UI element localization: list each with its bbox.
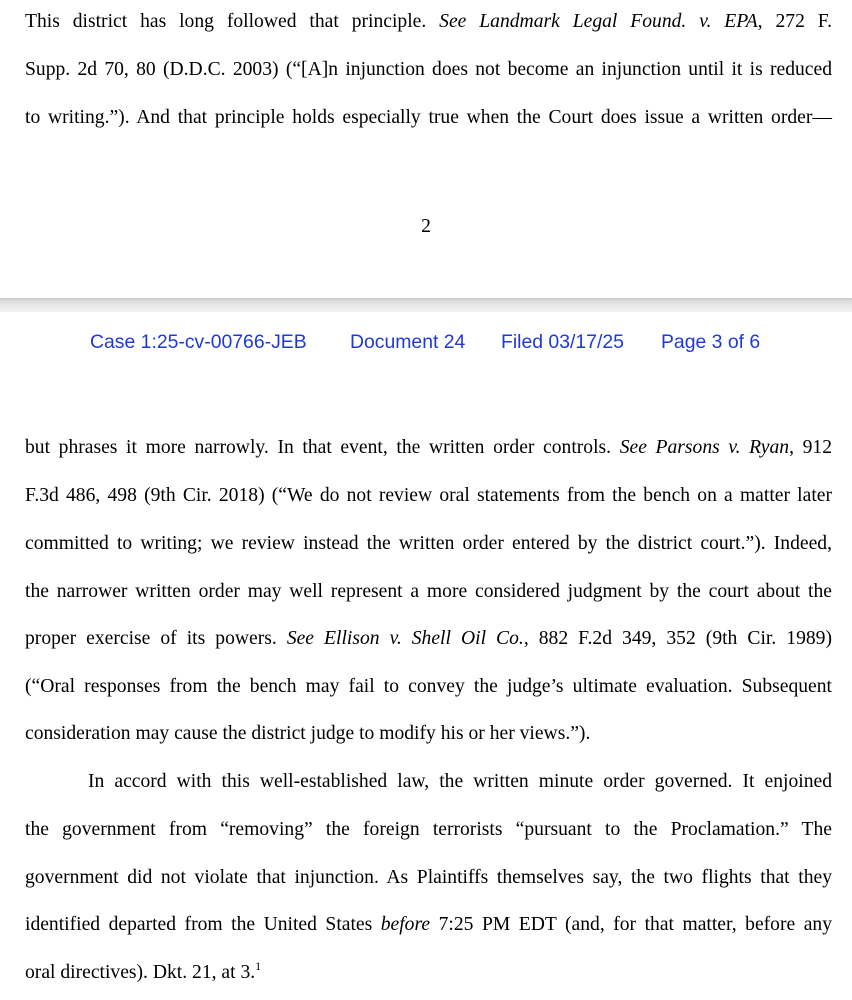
text-segment: consideration may cause the district judge to modify his or her views.”). — [25, 723, 591, 744]
text-segment: committed to writing; we review instead the written order entered by the district court.”). Indeed, — [25, 533, 832, 554]
text-segment: proper exercise of its powers. — [25, 628, 287, 649]
text-segment: oral directives). Dkt. 21, at 3. — [25, 962, 256, 983]
text-line — [25, 106, 832, 130]
text-line — [25, 818, 832, 842]
text-segment: This district has long followed that principle. — [25, 11, 440, 32]
citation-italic: See Landmark Legal Found. v. EPA — [439, 11, 758, 32]
text-segment: government did not violate that injunction. As Plaintiffs themselves say, the two flights that they — [25, 867, 832, 888]
text-segment: the government from “removing” the foreign terrorists “pursuant to the Proclamation.” The — [25, 819, 832, 840]
text-line — [25, 961, 832, 985]
citation-italic: before — [380, 914, 431, 935]
footnote-marker: 1 — [255, 959, 262, 973]
case-number: Case 1:25-cv-00766-JEB — [90, 331, 307, 353]
text-segment: , 882 F.2d 349, 352 (9th Cir. 1989) — [523, 628, 832, 649]
text-line — [25, 913, 832, 937]
text-line — [25, 722, 832, 746]
text-line — [25, 866, 832, 890]
page-count: Page 3 of 6 — [661, 331, 761, 353]
page-number: 2 — [421, 216, 431, 237]
text-segment: F.3d 486, 498 (9th Cir. 2018) (“We do not review oral statements from the bench on a matter later — [25, 485, 832, 506]
text-line — [25, 484, 832, 508]
text-line — [25, 58, 832, 82]
text-segment: to writing.”). And that principle holds especially true when the Court does issue a written order— — [25, 107, 832, 128]
previous-page — [0, 0, 852, 300]
text-line — [88, 770, 832, 794]
text-segment: Supp. 2d 70, 80 (D.D.C. 2003) (“[A]n injunction does not become an injunction until it is reduced — [25, 59, 832, 80]
citation-italic: See Ellison v. Shell Oil Co. — [286, 628, 524, 649]
text-line — [25, 675, 832, 699]
text-line — [25, 532, 832, 556]
text-segment: but phrases it more narrowly. In that event, the written order controls. — [25, 437, 620, 458]
text-segment: 7:25 PM EDT (and, for that matter, before any — [430, 914, 832, 935]
document-number: Document 24 — [350, 331, 466, 353]
filed-date: Filed 03/17/25 — [501, 331, 624, 353]
text-segment: , 272 F. — [757, 11, 833, 32]
page-divider — [0, 298, 852, 312]
text-segment: the narrower written order may well represent a more considered judgment by the court about the — [25, 581, 832, 602]
text-segment: identified departed from the United States — [25, 914, 381, 935]
text-line — [25, 10, 832, 34]
citation-italic: See Parsons v. Ryan — [619, 437, 790, 458]
text-segment: , 912 — [789, 437, 833, 458]
text-line — [25, 580, 832, 604]
text-segment: In accord with this well-established law, the written minute order governed. It enjoined — [88, 771, 832, 792]
current-page — [0, 312, 852, 1000]
text-segment: (“Oral responses from the bench may fail to convey the judge’s ultimate evaluation. Subsequent — [25, 676, 832, 697]
text-line — [25, 627, 832, 651]
text-line — [25, 436, 832, 460]
